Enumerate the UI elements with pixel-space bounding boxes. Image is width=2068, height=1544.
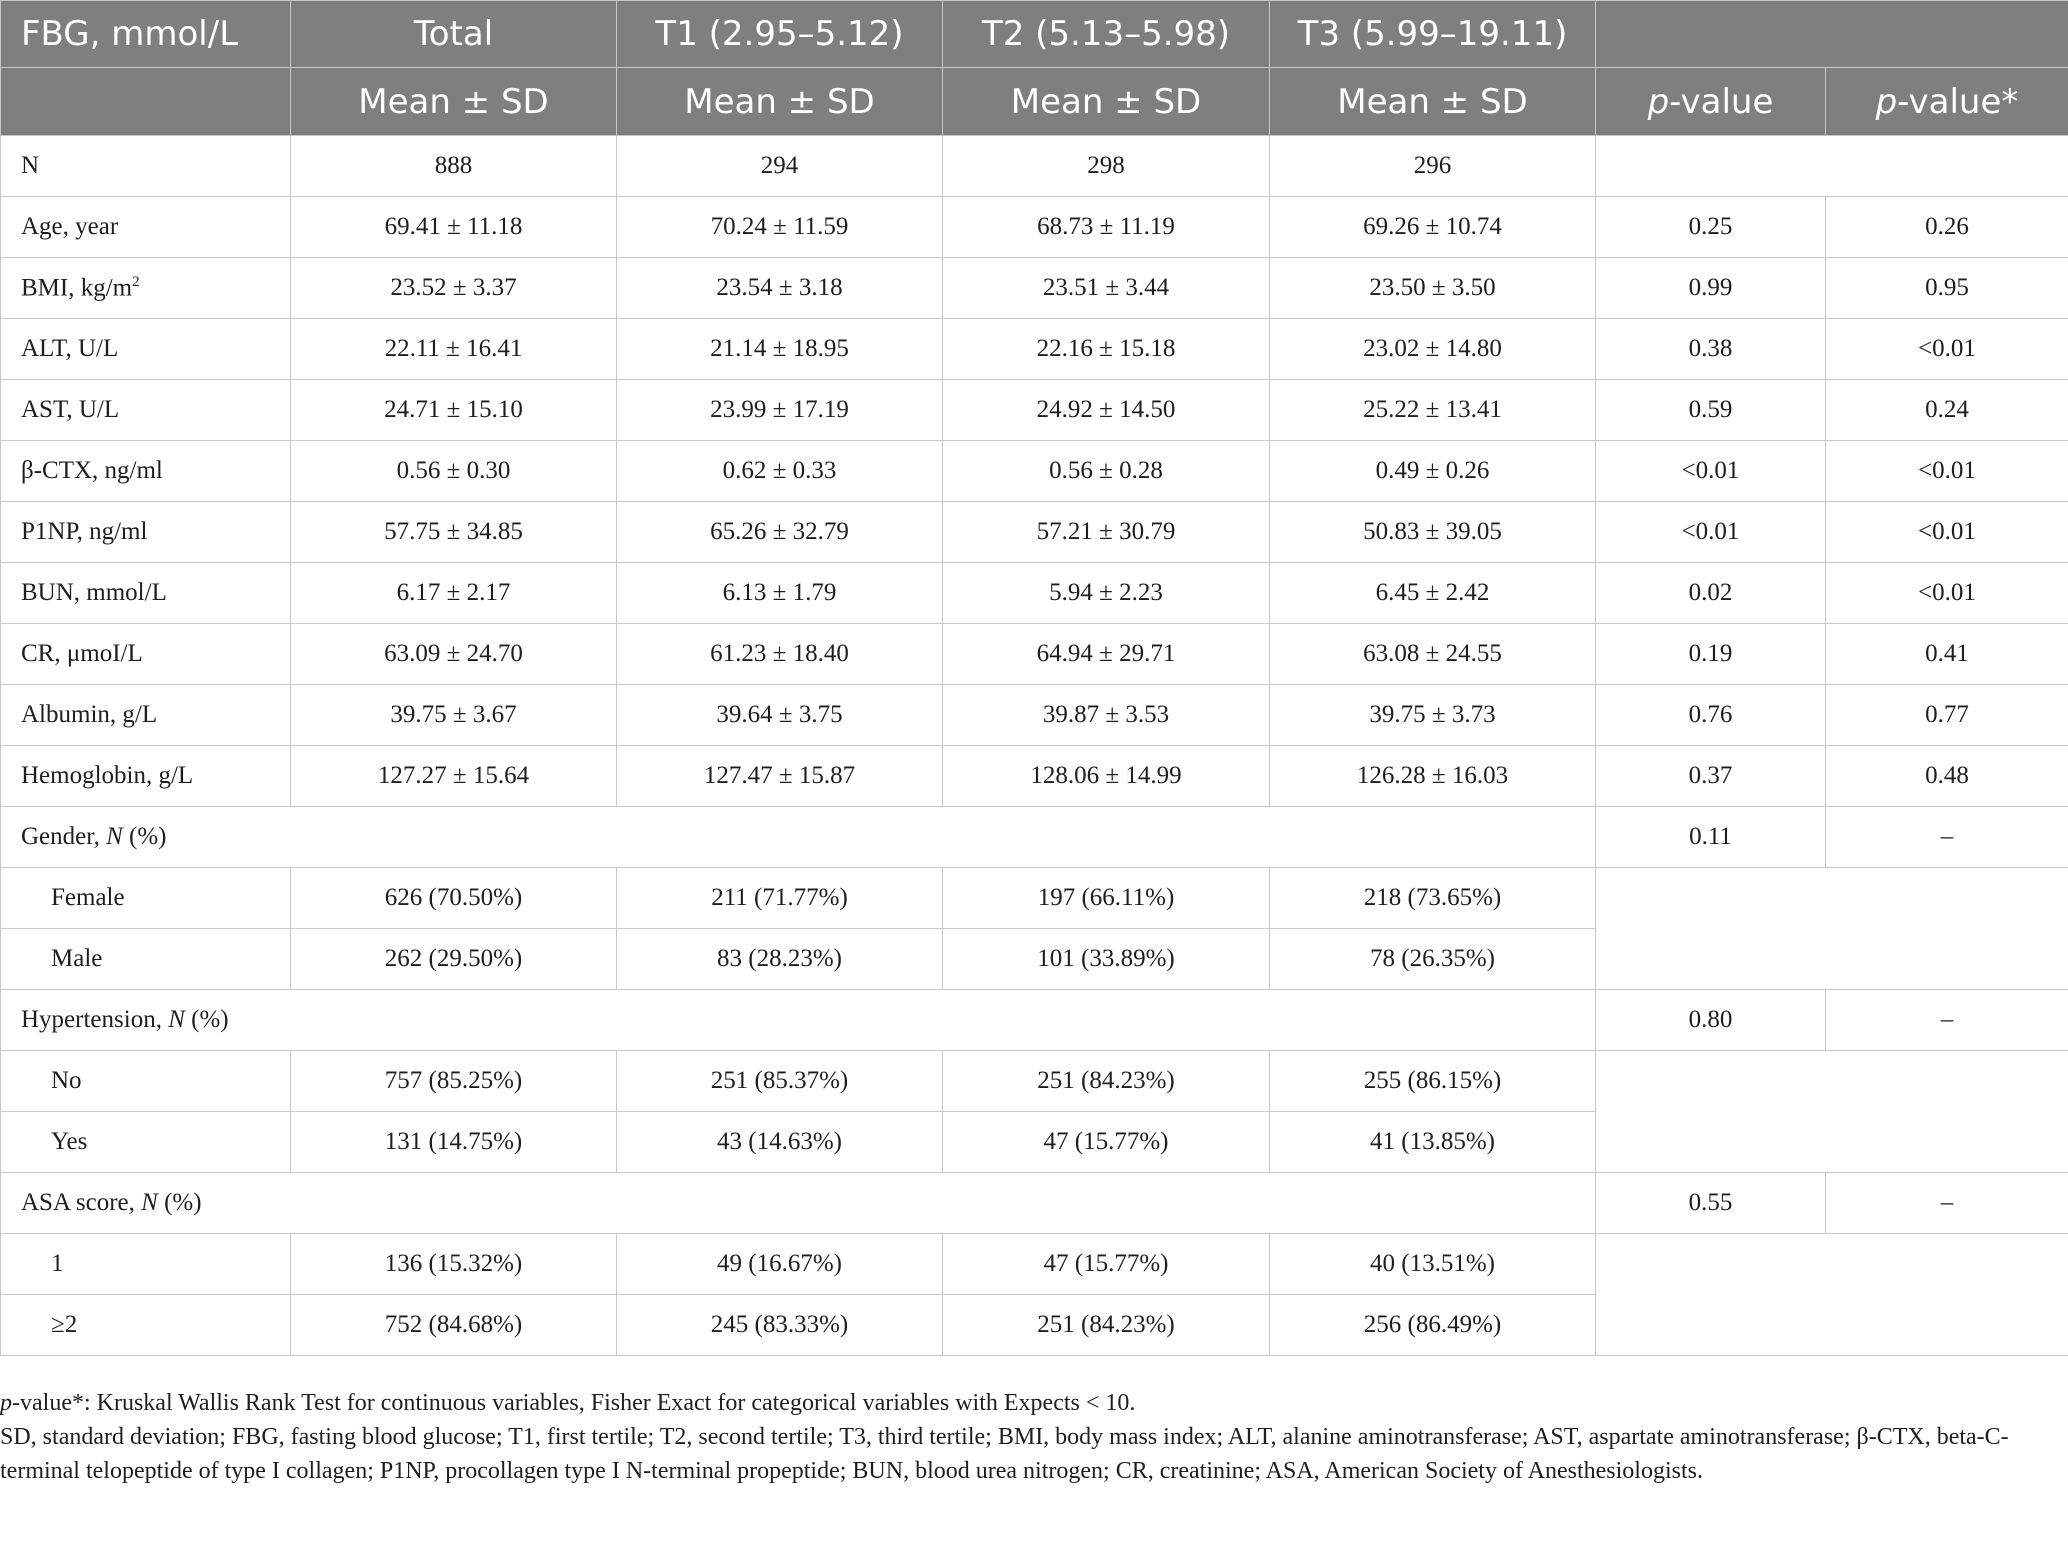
header-fbg: FBG, mmol/L xyxy=(1,1,291,68)
cell-t1: 43 (14.63%) xyxy=(617,1112,943,1173)
cell-t3: 40 (13.51%) xyxy=(1270,1234,1596,1295)
cell-t3: 39.75 ± 3.73 xyxy=(1270,685,1596,746)
header-row-stats xyxy=(1,68,2068,136)
table-row xyxy=(1,563,2068,624)
cell-total: 69.41 ± 11.18 xyxy=(291,197,617,258)
cell-t1: 23.54 ± 3.18 xyxy=(617,258,943,319)
cell-t1: 61.23 ± 18.40 xyxy=(617,624,943,685)
header-row-groups xyxy=(1,1,2068,68)
cell-t1: 294 xyxy=(617,136,943,197)
table-row xyxy=(1,441,2068,502)
cell-empty xyxy=(1596,136,2068,197)
cell-total: 24.71 ± 15.10 xyxy=(291,380,617,441)
cell-p-value: 0.38 xyxy=(1596,319,1826,380)
category-label: Hypertension, N (%) xyxy=(1,990,1596,1051)
cell-t2: 23.51 ± 3.44 xyxy=(943,258,1270,319)
table-row xyxy=(1,136,2068,197)
cell-p-value-star: <0.01 xyxy=(1826,563,2068,624)
footnote-abbreviations: SD, standard deviation; FBG, fasting blood glucose; T1, first tertile; T2, second tertile; T3, third tertile; BMI, body mass index; ALT, alanine aminotransferase; AST, aspartate aminotransferase; β-CTX, beta-C-terminal telopeptide of type I collagen; P1NP, procollagen type I N-terminal propeptide; BUN, blood urea nitrogen; CR, creatinine; ASA, American Society of Anesthesiologists. xyxy=(0,1424,2009,1484)
cell-p-value: 0.11 xyxy=(1596,807,1826,868)
cell-p-value: 0.55 xyxy=(1596,1173,1826,1234)
header-mean-sd: Mean ± SD xyxy=(943,68,1270,136)
cell-p-value: 0.37 xyxy=(1596,746,1826,807)
cell-p-value: 0.59 xyxy=(1596,380,1826,441)
row-label: 1 xyxy=(1,1234,291,1295)
header-t1: T1 (2.95–5.12) xyxy=(617,1,943,68)
row-label: β-CTX, ng/ml xyxy=(1,441,291,502)
table-row xyxy=(1,197,2068,258)
cell-t2: 128.06 ± 14.99 xyxy=(943,746,1270,807)
cell-p-value-star: – xyxy=(1826,990,2068,1051)
table-row xyxy=(1,319,2068,380)
cell-t1: 39.64 ± 3.75 xyxy=(617,685,943,746)
table-body xyxy=(1,136,2068,1356)
cell-t2: 251 (84.23%) xyxy=(943,1295,1270,1356)
cell-t3: 63.08 ± 24.55 xyxy=(1270,624,1596,685)
row-label: N xyxy=(1,136,291,197)
cell-p-value: 0.25 xyxy=(1596,197,1826,258)
cell-t3: 256 (86.49%) xyxy=(1270,1295,1596,1356)
row-label: BMI, $kg/m^2$ xyxy=(1,258,291,319)
row-label: BUN, mmol/L xyxy=(1,563,291,624)
header-blank xyxy=(1,68,291,136)
cell-p-value: 0.99 xyxy=(1596,258,1826,319)
cell-total: 39.75 ± 3.67 xyxy=(291,685,617,746)
header-t2: T2 (5.13–5.98) xyxy=(943,1,1270,68)
header-empty xyxy=(1596,1,2068,68)
cell-p-value: 0.76 xyxy=(1596,685,1826,746)
cell-t3: 23.50 ± 3.50 xyxy=(1270,258,1596,319)
table-row-category xyxy=(1,990,2068,1051)
row-label: Albumin, g/L xyxy=(1,685,291,746)
cell-t3: 69.26 ± 10.74 xyxy=(1270,197,1596,258)
row-label: CR, μmoI/L xyxy=(1,624,291,685)
category-label: Gender, N (%) xyxy=(1,807,1596,868)
row-label: ≥2 xyxy=(1,1295,291,1356)
cell-t3: 41 (13.85%) xyxy=(1270,1112,1596,1173)
row-label: ALT, U/L xyxy=(1,319,291,380)
cell-t1: 127.47 ± 15.87 xyxy=(617,746,943,807)
cell-t1: 6.13 ± 1.79 xyxy=(617,563,943,624)
cell-p-value-star: <0.01 xyxy=(1826,502,2068,563)
cell-t2: 0.56 ± 0.28 xyxy=(943,441,1270,502)
header-mean-sd: Mean ± SD xyxy=(617,68,943,136)
cell-total: 57.75 ± 34.85 xyxy=(291,502,617,563)
table-footnotes xyxy=(0,1386,2060,1488)
table-row xyxy=(1,624,2068,685)
cell-t1: 211 (71.77%) xyxy=(617,868,943,929)
table-row xyxy=(1,868,2068,929)
cell-t2: 39.87 ± 3.53 xyxy=(943,685,1270,746)
table-header xyxy=(1,1,2068,136)
cell-t1: 70.24 ± 11.59 xyxy=(617,197,943,258)
cell-t2: 197 (66.11%) xyxy=(943,868,1270,929)
table-row xyxy=(1,502,2068,563)
category-label: ASA score, N (%) xyxy=(1,1173,1596,1234)
cell-t3: 23.02 ± 14.80 xyxy=(1270,319,1596,380)
cell-t2: 47 (15.77%) xyxy=(943,1112,1270,1173)
table-row xyxy=(1,685,2068,746)
cell-total: 757 (85.25%) xyxy=(291,1051,617,1112)
header-p-value-star: p-value* xyxy=(1826,68,2068,136)
cell-total: 888 xyxy=(291,136,617,197)
header-total: Total xyxy=(291,1,617,68)
row-label: AST, U/L xyxy=(1,380,291,441)
cell-t3: 296 xyxy=(1270,136,1596,197)
cell-total: 0.56 ± 0.30 xyxy=(291,441,617,502)
cell-p-value-star: 0.48 xyxy=(1826,746,2068,807)
cell-t1: 83 (28.23%) xyxy=(617,929,943,990)
cell-p-value-star: 0.77 xyxy=(1826,685,2068,746)
cell-p-value: 0.02 xyxy=(1596,563,1826,624)
cell-p-value-star: – xyxy=(1826,1173,2068,1234)
cell-t1: 21.14 ± 18.95 xyxy=(617,319,943,380)
cell-p-value-star: 0.24 xyxy=(1826,380,2068,441)
cell-empty xyxy=(1596,1234,2068,1356)
row-label: Male xyxy=(1,929,291,990)
table-row xyxy=(1,1234,2068,1295)
cell-empty xyxy=(1596,1051,2068,1173)
cell-t1: 245 (83.33%) xyxy=(617,1295,943,1356)
cell-t2: 68.73 ± 11.19 xyxy=(943,197,1270,258)
row-label: P1NP, ng/ml xyxy=(1,502,291,563)
row-label: No xyxy=(1,1051,291,1112)
row-label: Age, year xyxy=(1,197,291,258)
cell-p-value-star: <0.01 xyxy=(1826,319,2068,380)
cell-t3: 25.22 ± 13.41 xyxy=(1270,380,1596,441)
cell-empty xyxy=(1596,868,2068,990)
table-row xyxy=(1,380,2068,441)
header-p-value: p-value xyxy=(1596,68,1826,136)
cell-t3: 0.49 ± 0.26 xyxy=(1270,441,1596,502)
cell-total: 22.11 ± 16.41 xyxy=(291,319,617,380)
row-label: Female xyxy=(1,868,291,929)
cell-p-value-star: 0.26 xyxy=(1826,197,2068,258)
cell-t1: 23.99 ± 17.19 xyxy=(617,380,943,441)
cell-t2: 251 (84.23%) xyxy=(943,1051,1270,1112)
row-label: Hemoglobin, g/L xyxy=(1,746,291,807)
header-mean-sd: Mean ± SD xyxy=(1270,68,1596,136)
cell-t3: 78 (26.35%) xyxy=(1270,929,1596,990)
header-mean-sd: Mean ± SD xyxy=(291,68,617,136)
cell-total: 6.17 ± 2.17 xyxy=(291,563,617,624)
row-label: Yes xyxy=(1,1112,291,1173)
cell-total: 752 (84.68%) xyxy=(291,1295,617,1356)
cell-total: 626 (70.50%) xyxy=(291,868,617,929)
cell-t3: 6.45 ± 2.42 xyxy=(1270,563,1596,624)
cell-total: 63.09 ± 24.70 xyxy=(291,624,617,685)
cell-t2: 22.16 ± 15.18 xyxy=(943,319,1270,380)
cell-total: 131 (14.75%) xyxy=(291,1112,617,1173)
cell-t1: 49 (16.67%) xyxy=(617,1234,943,1295)
cell-t1: 0.62 ± 0.33 xyxy=(617,441,943,502)
cell-t2: 57.21 ± 30.79 xyxy=(943,502,1270,563)
cell-t2: 47 (15.77%) xyxy=(943,1234,1270,1295)
table-row-category xyxy=(1,1173,2068,1234)
cell-total: 136 (15.32%) xyxy=(291,1234,617,1295)
cell-t3: 255 (86.15%) xyxy=(1270,1051,1596,1112)
cell-t1: 251 (85.37%) xyxy=(617,1051,943,1112)
cell-t3: 218 (73.65%) xyxy=(1270,868,1596,929)
cell-t2: 5.94 ± 2.23 xyxy=(943,563,1270,624)
cell-total: 23.52 ± 3.37 xyxy=(291,258,617,319)
cell-p-value-star: <0.01 xyxy=(1826,441,2068,502)
cell-p-value-star: 0.95 xyxy=(1826,258,2068,319)
table-row xyxy=(1,1051,2068,1112)
table-row xyxy=(1,746,2068,807)
cell-t1: 65.26 ± 32.79 xyxy=(617,502,943,563)
cell-t2: 24.92 ± 14.50 xyxy=(943,380,1270,441)
table-row-category xyxy=(1,807,2068,868)
cell-total: 127.27 ± 15.64 xyxy=(291,746,617,807)
cell-t3: 50.83 ± 39.05 xyxy=(1270,502,1596,563)
cell-p-value-star: 0.41 xyxy=(1826,624,2068,685)
cell-p-value: 0.19 xyxy=(1596,624,1826,685)
cell-p-value: <0.01 xyxy=(1596,502,1826,563)
cell-t2: 298 xyxy=(943,136,1270,197)
cell-t2: 64.94 ± 29.71 xyxy=(943,624,1270,685)
cell-p-value: 0.80 xyxy=(1596,990,1826,1051)
footnote-pvalue: p-value*: Kruskal Wallis Rank Test for continuous variables, Fisher Exact for categorical variables with Expects < 10. xyxy=(0,1390,1136,1416)
cell-t2: 101 (33.89%) xyxy=(943,929,1270,990)
cell-p-value-star: – xyxy=(1826,807,2068,868)
header-t3: T3 (5.99–19.11) xyxy=(1270,1,1596,68)
cell-t3: 126.28 ± 16.03 xyxy=(1270,746,1596,807)
cell-total: 262 (29.50%) xyxy=(291,929,617,990)
table-row xyxy=(1,258,2068,319)
cell-p-value: <0.01 xyxy=(1596,441,1826,502)
